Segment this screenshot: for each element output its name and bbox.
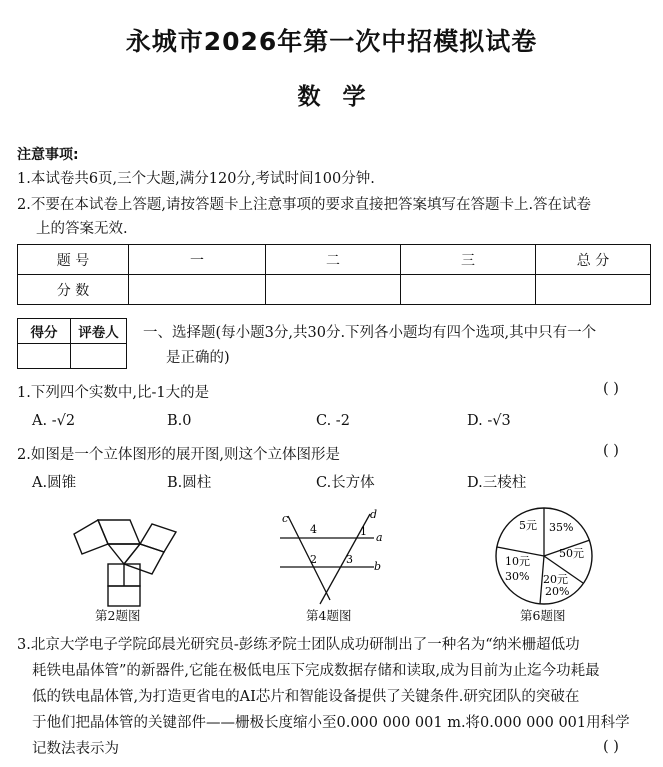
- q1-option-a: A. -√2: [32, 413, 76, 429]
- score-cell-total: [536, 275, 651, 305]
- q2-answer-paren: ( ): [603, 443, 619, 459]
- notes-item-2-line-2: 上的答案无效.: [36, 221, 128, 237]
- score-table: [17, 244, 651, 305]
- figure-6-caption: 第6题图: [520, 608, 566, 623]
- grader-box: [17, 318, 127, 369]
- q2-stem: 2.如图是一个立体图形的展开图,则这个立体图形是: [17, 447, 340, 463]
- q2-option-a: A.圆锥: [32, 475, 77, 491]
- grader-name-cell: [71, 344, 127, 369]
- q2-option-c: C.长方体: [316, 475, 375, 491]
- fig6-slice-5-percent: 35%: [549, 521, 574, 534]
- q1-option-b: B.0: [167, 413, 192, 429]
- fig4-angle-2: 2: [310, 553, 317, 566]
- q1-option-c: C. -2: [316, 413, 350, 429]
- q1-option-d: D. -√3: [467, 413, 511, 429]
- score-cell-part-3: [401, 275, 536, 305]
- section-1-heading-line-2: 是正确的): [166, 350, 230, 366]
- q3-line-1: 3.北京大学电子学院邱晨光研究员-彭练矛院士团队成功研制出了一种名为“纳米栅超低功: [17, 637, 580, 653]
- q3-line-5: 记数法表示为: [32, 741, 119, 757]
- q3-line-3: 低的铁电晶体管,为打造更省电的AI芯片和智能设备提供了关键条件.研究团队的突破在: [32, 689, 580, 705]
- grader-score-label: 得分: [18, 319, 71, 344]
- score-header-part-2: 二: [266, 245, 401, 275]
- fig6-slice-10-label: 10元: [505, 555, 530, 568]
- fig4-label-c: c: [282, 512, 289, 525]
- figure-4-parallel-lines: [274, 504, 384, 608]
- fig4-angle-3: 3: [346, 553, 353, 566]
- q3-line-2: 耗铁电晶体管”的新器件,它能在极低电压下完成数据存储和读取,成为目前为止迄今功耗最: [32, 663, 600, 679]
- exam-subject: 数学: [297, 84, 388, 110]
- fig4-label-b: b: [374, 560, 382, 573]
- q3-answer-paren: ( ): [603, 739, 619, 755]
- fig6-slice-50-label: 50元: [559, 547, 584, 560]
- q1-stem: 1.下列四个实数中,比-1大的是: [17, 385, 210, 401]
- q2-option-b: B.圆柱: [167, 475, 212, 491]
- grader-score-cell: [18, 344, 71, 369]
- figure-2-caption: 第2题图: [95, 608, 141, 623]
- fig4-angle-1: 1: [360, 525, 367, 538]
- fig4-label-a: a: [376, 531, 383, 544]
- fig6-slice-5-label: 5元: [519, 519, 537, 532]
- q1-answer-paren: ( ): [603, 381, 619, 397]
- score-table-header-row: [18, 245, 651, 275]
- figure-2-prism-net: [60, 504, 190, 608]
- score-row-label: 分 数: [18, 275, 129, 305]
- score-cell-part-1: [129, 275, 266, 305]
- fig4-label-d: d: [370, 508, 378, 521]
- score-header-part-3: 三: [401, 245, 536, 275]
- score-header-part-1: 一: [129, 245, 266, 275]
- grader-name-label: 评卷人: [71, 319, 127, 344]
- notes-item-2-line-1: 2.不要在本试卷上答题,请按答题卡上注意事项的要求直接把答案填写在答题卡上.答在试卷: [17, 197, 592, 213]
- figure-6-pie-chart: [493, 505, 595, 607]
- q2-option-d: D.三棱柱: [467, 475, 527, 491]
- fig4-angle-4: 4: [310, 523, 317, 536]
- notes-heading: 注意事项:: [17, 147, 79, 163]
- fig6-slice-20-label: 20元: [543, 573, 568, 586]
- score-table-score-row: [18, 275, 651, 305]
- notes-item-1: 1.本试卷共6页,三个大题,满分120分,考试时间100分钟.: [17, 171, 375, 187]
- score-cell-part-2: [266, 275, 401, 305]
- exam-title: 永城市2026年第一次中招模拟试卷: [125, 27, 538, 56]
- fig6-slice-20-percent: 20%: [545, 585, 570, 598]
- section-1-heading-line-1: 一、选择题(每小题3分,共30分.下列各小题均有四个选项,其中只有一个: [143, 325, 597, 341]
- q3-line-4: 于他们把晶体管的关键部件——栅极长度缩小至0.000 000 001 m.将0.000 000 001用科学: [32, 715, 630, 731]
- score-header-total: 总 分: [536, 245, 651, 275]
- fig6-slice-10-percent: 30%: [505, 570, 530, 583]
- figure-4-caption: 第4题图: [306, 608, 352, 623]
- score-header-question-no: 题 号: [18, 245, 129, 275]
